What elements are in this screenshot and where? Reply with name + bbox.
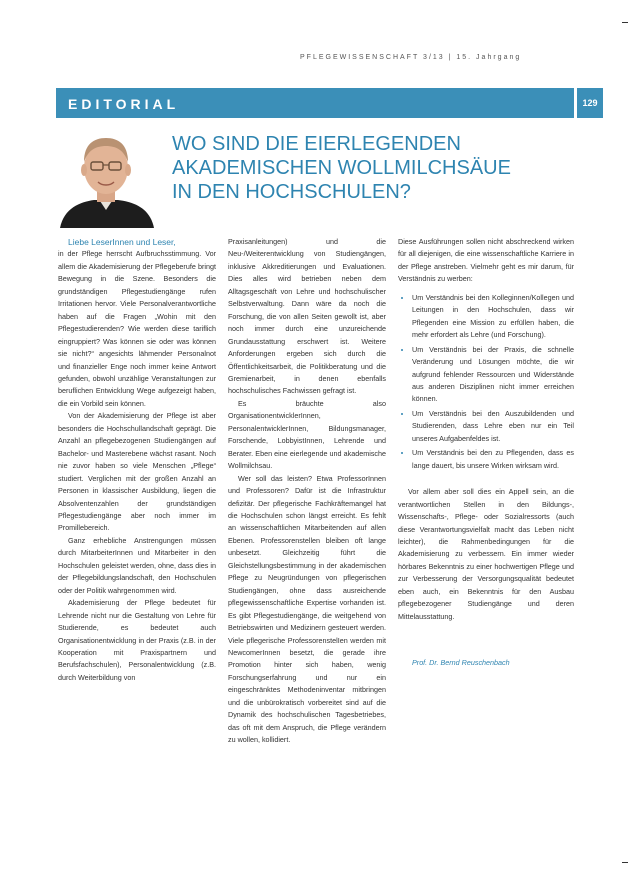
list-item: • Um Verständnis bei den Auszubildenden und Studierenden, dass Lehre eben nur ein Teil unseres Aufgabenfeldes ist. <box>412 408 574 445</box>
paragraph: Wer soll das leisten? Etwa ProfessorInnen und Professoren? Dafür ist die Infrastruktur defizitär. Der pflegerische Fachkräftemangel hat die Hochschulen schon längst erreicht. Es fehlt an wissenschaftlichen Mitarbeitenden auf allen Ebenen. Professorenstellen bleiben oft lange unbesetzt. Gleichzeitig führt die Gleichstellungsbestimmung in der akademischen Pflege zu Neugründungen von pflegerischen Studiengängen, ohne dass ausreichende pflegewissenschaftliche Expertise vorhanden ist. Es gibt Pflegestudiengänge, die weitgehend von Betriebswirten und Medizinern gesteuert werden. Viele pflegerische ProfessorenstelIen werden mit NewcomerInnen besetzt, die gerade ihre Promotion hinter sich haben, wenig Forschungserfahrung und nur ein eingeschränktes Methodeninventar mitbringen und die unbürokratisch vorbereitet sind auf die Dynamik des hochschulischen Tagesbetriebes, das oft mit dem Anspruch, die Pflege verändern zu wollen, kollidiert. <box>228 473 386 745</box>
column-3 <box>398 236 574 670</box>
salutation: Liebe LeserInnen und Leser, <box>68 237 176 247</box>
paragraph: Von der Akademisierung der Pflege ist aber besonders die Hochschullandschaft geprägt. Die Anzahl an pflegebezogenen Studiengängen auf Bachelor- und Masterebene wächst rasant. Noch nie zuvor haben so viele Menschen „Pflege“ studiert. Verglichen mit der großen Anzahl an Personen in klassischer Ausbildung, liegen die Absolventenzahlen der grundständigen Pflegestudiengänge aber noch immer im Promillebereich. <box>58 411 216 533</box>
headline <box>172 132 592 204</box>
paragraph: Praxisanleitungen) und die Neu-/Weiterentwicklung von Studiengängen, inklusive Akkreditierungen und Evaluationen. Dies alles wird betrieben neben dem Alltagsgeschäft von Lehre und hochschulischer Selbstverwaltung. Dann wäre da noch die Forschung, die von allen Seiten gewollt ist, aber noch immer durch eine unzureichende Grundausstattung erschwert ist. Weitere Anforderungen ergeben sich durch die Öffentlichkeitsarbeit, die Politikberatung und die Gremienarbeit, in denen ebenfalls hochschulisches Fachwissen gefragt ist. <box>228 237 386 396</box>
page-number: 129 <box>577 88 603 118</box>
section-label: EDITORIAL <box>68 96 180 112</box>
paragraph: in der Pflege herrscht Aufbruchsstimmung. Vor allem die Akademisierung der Pflegeberufe bringt Bewegung in die Szene. Besonders die grundständigen Pflegestudiengänge rufen Irritationen hervor. Viele Personalverantwortliche haben auf die Fragen „Wohin mit den Pflegestudierenden? Wie werden diese tariflich eingruppiert? Was können sie oder was können sie nicht?“ angesichts lähmender Personalnot und finanzieller Enge noch immer keine Antwort gefunden, obwohl unzählige Veranstaltungen zur beruflichen Entwicklung Wege aufgezeigt haben, die ein Vorbild sein können. <box>58 249 216 408</box>
paragraph: Vor allem aber soll dies ein Appell sein, an die verantwortlichen Stellen in den Bildungs-, Wissenschafts-, Pflege- oder Sozialressorts (auch diese Verantwortungsvielfalt macht das Leben nicht leichter), die Rahmenbedingungen für die Akademisierung zu verbessern. Ein immer wieder hörbares Bekenntnis zu einer hochwertigen Pflege und zur Verbesserung der Versorgungsqualität bedeutet eben auch, ein Bekenntnis für den Ausbau pflegebezogener Studiengänge und deren Mittelausstattung. <box>398 487 574 621</box>
column-2 <box>228 236 386 747</box>
crop-mark-bottom <box>622 862 628 863</box>
headline-line: IN DEN HOCHSCHULEN? <box>172 181 411 203</box>
headline-line: WO SIND DIE EIERLEGENDEN <box>172 133 461 155</box>
list-item: • Um Verständnis bei der Praxis, die schnelle Veränderung und Lösungen möchte, die wir aufgrund fehlender Ressourcen und Widerstände aus anderen Disziplinen nicht immer erreichen können. <box>412 344 574 406</box>
author-portrait <box>58 124 154 228</box>
list-item: • Um Verständnis bei den zu Pflegenden, dass es lange dauert, bis unsere Wirken wirksam wird. <box>412 447 574 472</box>
paragraph: Ganz erhebliche Anstrengungen müssen durch MitarbeiterInnen und Mitarbeiter in den Hochschulen geleistet werden, ohne, dass dies in der Pflegebildungslandschaft, den Hochschulen oder der Politik wahrgenommen wird. <box>58 535 216 595</box>
section-banner <box>56 88 574 118</box>
column-1 <box>58 236 216 684</box>
running-head: PFLEGEWISSENSCHAFT 3/13 | 15. Jahrgang <box>300 54 522 61</box>
paragraph: Akademisierung der Pflege bedeutet für Lehrende nicht nur die Gestaltung von Lehre für Studierende, es bedeutet auch Organisationentwicklung in der Praxis (z.B. in der Kooperation mit Praxispartnern und Berufsfachschulen), Personalentwicklung (z.B. durch Weiterbildung von <box>58 598 216 682</box>
paragraph: Diese Ausführungen sollen nicht abschreckend wirken für all diejenigen, die eine wissenschaftliche Karriere in der Pflege anstreben. Vielmehr geht es mir darum, für Verständnis zu werben: <box>398 237 574 284</box>
list-item: • Um Verständnis bei den Kolleginnen/Kollegen und Leitungen in den Hochschulen, dass wir Pflegenden eine Mission zu erfüllen haben, die mehr erfordert als Lehre (und Forschung). <box>412 292 574 342</box>
paragraph: Es bräuchte also OrganisationentwicklerInnen, PersonalentwicklerInnen, Bildungsmanager, Forschende, LobbyistInnen, Lehrende und Berater. Eben eine eierlegende und akademische Wollmilchsau. <box>228 398 386 471</box>
author-signature: Prof. Dr. Bernd Reuschenbach <box>412 658 510 668</box>
headline-line: AKADEMISCHEN WOLLMILCHSÄUE <box>172 157 511 179</box>
crop-mark-top <box>622 22 628 23</box>
appeal-list <box>398 292 574 472</box>
